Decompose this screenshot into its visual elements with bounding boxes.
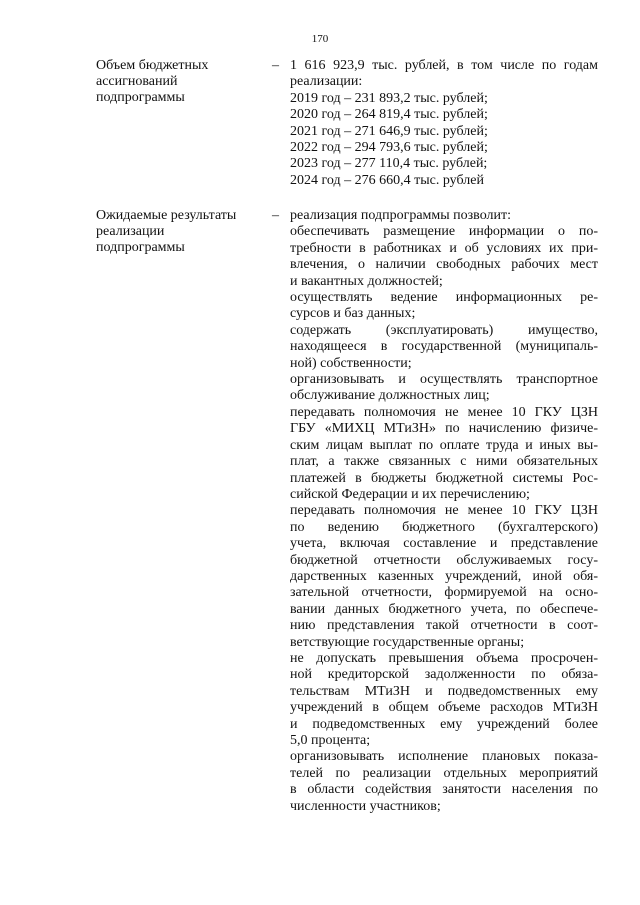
page-number: 170 (311, 33, 329, 45)
section-label-budget (96, 58, 261, 106)
text-line: реализации: (290, 74, 363, 90)
dash: – (272, 58, 279, 73)
text-line: ветствующие государственные органы; (290, 634, 525, 650)
section-label-results (96, 208, 261, 256)
label-line: реализации (96, 224, 165, 239)
text-line: обслуживание должностных лиц; (290, 388, 490, 404)
section-content-results (290, 208, 598, 815)
text-line: требности в работниках и об условиях их при- (290, 240, 598, 256)
text-line: платежей в бюджеты бюджетной системы Рос- (290, 470, 598, 486)
text-line: ной) собственности; (290, 355, 412, 371)
text-line: вании данных бюджетного учета, по обеспече- (290, 601, 598, 617)
section-content-budget (290, 58, 598, 189)
text-line: сийской Федерации и их перечислению; (290, 486, 530, 502)
text-line: ной кредиторской задолженности по обяза- (290, 667, 598, 683)
label-line: подпрограммы (96, 90, 185, 105)
text-line: организовывать исполнение плановых показа- (290, 749, 598, 765)
text-line: учреждений в общем объеме расходов МТиЗН (290, 700, 598, 716)
text-line: сурсов и баз данных; (290, 306, 416, 322)
text-line: передавать полномочия не менее 10 ГКУ ЦЗН (290, 503, 598, 519)
text-line: дарственных казенных учреждений, иной обя- (290, 568, 598, 584)
text-line: не допускать превышения объема просрочен- (290, 650, 598, 666)
dash: – (272, 208, 279, 223)
label-line: Ожидаемые результаты (96, 208, 237, 223)
text-line: содержать (эксплуатировать) имущество, (290, 322, 598, 338)
text-line: и подведомственных ему учреждений более (290, 716, 598, 732)
label-line: подпрограммы (96, 240, 185, 255)
text-line: реализация подпрограммы позволит: (290, 208, 511, 223)
text-line: ГБУ «МИХЦ МТиЗН» по начислению физиче- (290, 421, 598, 437)
text-line: 2024 год – 276 660,4 тыс. рублей (290, 172, 484, 188)
text-line: 2023 год – 277 110,4 тыс. рублей; (290, 156, 488, 172)
text-line: обеспечивать размещение информации о по- (290, 224, 598, 240)
text-line: передавать полномочия не менее 10 ГКУ ЦЗН (290, 404, 598, 420)
text-line: 5,0 процента; (290, 733, 371, 748)
text-line: плат, а также связанных с ними обязательных (290, 454, 598, 470)
text-line: зательной отчетности, формируемой на осно- (290, 585, 598, 601)
label-line: Объем бюджетных (96, 58, 209, 73)
text-line: 1 616 923,9 тыс. рублей, в том числе по годам (290, 58, 598, 73)
text-line: ским лицам выплат по оплате труда и иных вы- (290, 437, 598, 453)
text-line: находящееся в государственной (муниципаль- (290, 339, 598, 355)
text-line: по ведению бюджетного (бухгалтерского) (290, 519, 598, 535)
text-line: телей по реализации отдельных мероприятий (290, 765, 598, 781)
text-line: организовывать и осуществлять транспортное (290, 372, 598, 388)
text-line: 2022 год – 294 793,6 тыс. рублей; (290, 140, 488, 156)
text-line: осуществлять ведение информационных ре- (290, 290, 598, 306)
text-line: учета, включая составление и представление (290, 536, 598, 552)
text-line: влечения, о наличии свободных рабочих мест (290, 257, 598, 273)
text-line: 2020 год – 264 819,4 тыс. рублей; (290, 107, 488, 123)
text-line: и вакантных должностей; (290, 273, 443, 289)
text-line: 2021 год – 271 646,9 тыс. рублей; (290, 123, 488, 139)
text-line: численности участников; (290, 798, 441, 814)
text-line: бюджетной отчетности обслуживаемых госу- (290, 552, 598, 568)
label-line: ассигнований (96, 74, 178, 89)
text-line: тельствам МТиЗН и подведомственных ему (290, 683, 598, 699)
text-line: нию представления такой отчетности в соот- (290, 618, 598, 634)
text-line: 2019 год – 231 893,2 тыс. рублей; (290, 90, 488, 106)
text-line: в области содействия занятости населения по (290, 782, 598, 798)
